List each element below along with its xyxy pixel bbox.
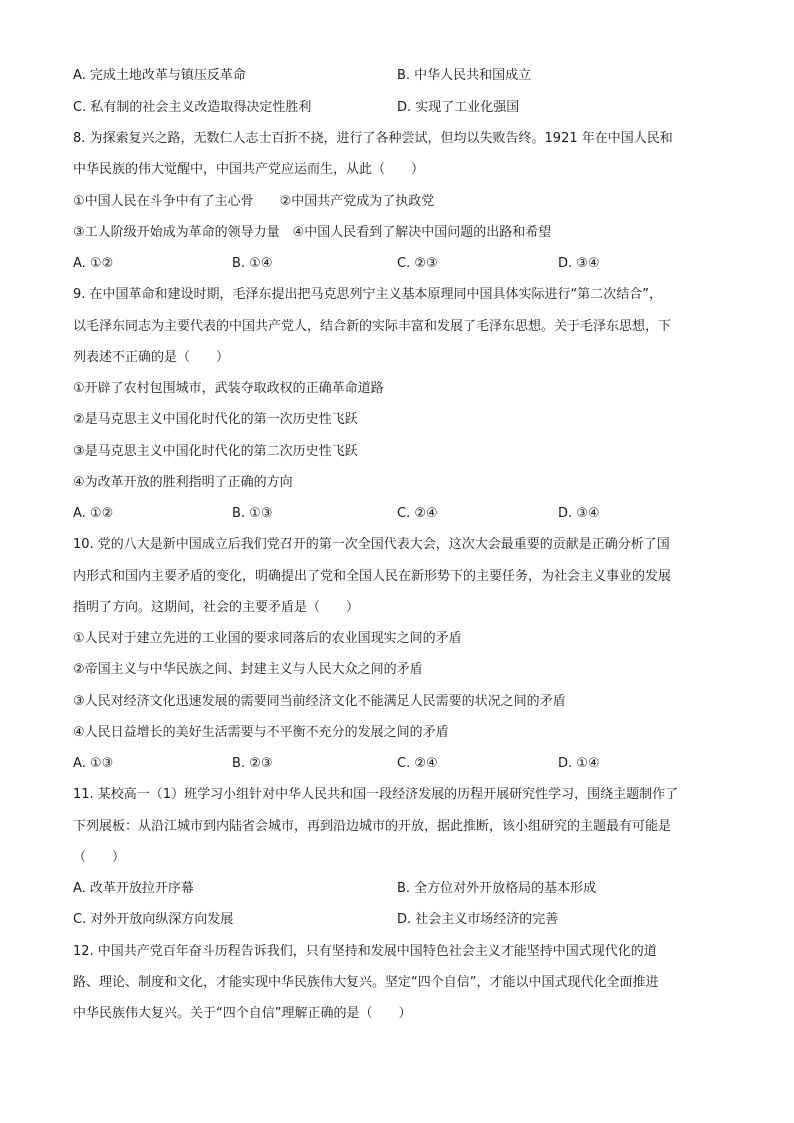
q7-option-a[interactable]: A. 完成土地改革与镇压反革命: [73, 68, 246, 83]
q8-option-a[interactable]: A. ①②: [73, 256, 114, 271]
q9-item: ④为改革开放的胜利指明了正确的方向: [73, 475, 293, 490]
q10-option-a[interactable]: A. ①③: [73, 756, 114, 771]
q11-stem-line: 11. 某校高一（1）班学习小组针对中华人民共和国一段经济发展的历程开展研究性学习，围绕主题制作了: [73, 787, 679, 802]
q10-option-d[interactable]: D. ①④: [558, 756, 600, 771]
q8-stem-line: 8. 为探索复兴之路，无数仁人志士百折不挠，进行了各种尝试，但均以失败告终。1921 年在中国人民和: [73, 131, 673, 146]
q9-item: ①开辟了农村包围城市，武装夺取政权的正确革命道路: [73, 381, 384, 396]
q10-stem-line: 内形式和国内主要矛盾的变化，明确提出了党和全国人民在新形势下的主要任务，为社会主义事业的发展: [73, 569, 672, 584]
q9-item: ③是马克思主义中国化时代化的第二次历史性飞跃: [73, 444, 358, 459]
q8-option-b[interactable]: B. ①④: [232, 256, 273, 271]
q11-option-c[interactable]: C. 对外开放向纵深方向发展: [73, 912, 234, 927]
q8-item: ①中国人民在斗争中有了主心骨 ②中国共产党成为了执政党: [73, 194, 435, 209]
q8-option-c[interactable]: C. ②③: [397, 256, 438, 271]
q10-item: ①人民对于建立先进的工业国的要求同落后的农业国现实之间的矛盾: [73, 631, 462, 646]
q8-item: ③工人阶级开始成为革命的领导力量 ④中国人民看到了解决中国问题的出路和希望: [73, 225, 552, 240]
q12-stem-line: 12. 中国共产党百年奋斗历程告诉我们，只有坚持和发展中国特色社会主义才能坚持中国式现代化的道: [73, 944, 657, 959]
q8-option-d[interactable]: D. ③④: [558, 256, 600, 271]
q10-stem-line: 10. 党的八大是新中国成立后我们党召开的第一次全国代表大会，这次大会最重要的贡献是正确分析了国: [73, 537, 670, 552]
q10-option-c[interactable]: C. ②④: [397, 756, 438, 771]
q7-option-b[interactable]: B. 中华人民共和国成立: [397, 68, 532, 83]
q9-stem-line: 以毛泽东同志为主要代表的中国共产党人，结合新的实际丰富和发展了毛泽东思想。关于毛泽东思想，下: [73, 319, 672, 334]
q10-item: ④人民日益增长的美好生活需要与不平衡不充分的发展之间的矛盾: [73, 725, 449, 740]
q9-option-b[interactable]: B. ①③: [232, 506, 273, 521]
q9-item: ②是马克思主义中国化时代化的第一次历史性飞跃: [73, 412, 358, 427]
q8-stem-line: 中华民族的伟大觉醒中，中国共产党应运而生，从此（ ）: [73, 162, 425, 177]
q10-item: ②帝国主义与中华民族之间、封建主义与人民大众之间的矛盾: [73, 662, 423, 677]
q9-stem-line: 9. 在中国革命和建设时期，毛泽东提出把马克思列宁主义基本原理同中国具体实际进行“第二次结合”，: [73, 287, 663, 302]
q9-option-c[interactable]: C. ②④: [397, 506, 438, 521]
q11-option-a[interactable]: A. 改革开放拉开序幕: [73, 881, 194, 896]
q11-stem-line: 下列展板：从沿江城市到内陆省会城市，再到沿边城市的开放，据此推断，该小组研究的主题最有可能是: [73, 819, 672, 834]
q11-option-d[interactable]: D. 社会主义市场经济的完善: [397, 912, 559, 927]
q10-item: ③人民对经济文化迅速发展的需要同当前经济文化不能满足人民需要的状况之间的矛盾: [73, 694, 566, 709]
q7-option-d[interactable]: D. 实现了工业化强国: [397, 100, 520, 115]
q7-option-c[interactable]: C. 私有制的社会主义改造取得决定性胜利: [73, 100, 312, 115]
q11-option-b[interactable]: B. 全方位对外开放格局的基本形成: [397, 881, 597, 896]
q12-stem-line: 路、理论、制度和文化，才能实现中华民族伟大复兴。坚定“四个自信”，才能以中国式现代化全面推进: [73, 975, 659, 990]
q9-option-a[interactable]: A. ①②: [73, 506, 114, 521]
q10-option-b[interactable]: B. ②③: [232, 756, 273, 771]
q9-option-d[interactable]: D. ③④: [558, 506, 600, 521]
q12-stem-line: 中华民族伟大复兴。关于“四个自信”理解正确的是（ ）: [73, 1006, 412, 1021]
q10-stem-line: 指明了方向。这期间，社会的主要矛盾是（ ）: [73, 600, 360, 615]
q9-stem-line: 列表述不正确的是（ ）: [73, 350, 230, 365]
q11-stem-line: （ ）: [73, 850, 126, 865]
